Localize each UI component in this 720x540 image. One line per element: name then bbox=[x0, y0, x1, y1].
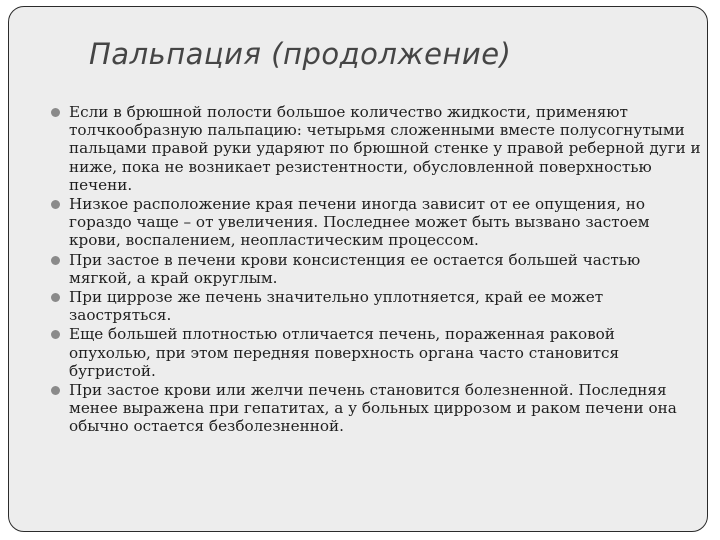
bullet-item-6 bbox=[51, 381, 701, 436]
bullet-dot-icon bbox=[51, 200, 60, 209]
bullet-item-5 bbox=[51, 325, 701, 380]
bullet-dot-icon bbox=[51, 293, 60, 302]
bullet-item-1 bbox=[51, 103, 701, 194]
bullet-list bbox=[51, 103, 701, 437]
bullet-dot-icon bbox=[51, 256, 60, 265]
bullet-text: Низкое расположение края печени иногда зависит от ее опущения, но гораздо чаще – от увеличения. Последнее может быть вызвано застоем крови, воспалением, неопластическим процессом. bbox=[69, 195, 650, 250]
bullet-text: Если в брюшной полости большое количество жидкости, применяют толчкообразную пальпацию: четырьмя сложенными вместе полусогнутыми пальцами правой руки ударяют по брюшной стенке у правой реберной дуги и ниже, пока не возникает резистентности, обусловленной поверхностью печени. bbox=[69, 103, 701, 194]
slide-title: Пальпация (продолжение) bbox=[89, 37, 512, 71]
bullet-text: Еще большей плотностью отличается печень, пораженная раковой опухолью, при этом передняя поверхность органа часто становится бугристой. bbox=[69, 325, 620, 380]
slide-frame bbox=[8, 6, 708, 532]
bullet-dot-icon bbox=[51, 330, 60, 339]
bullet-item-3 bbox=[51, 251, 701, 287]
bullet-item-2 bbox=[51, 195, 701, 250]
bullet-item-4 bbox=[51, 288, 701, 324]
bullet-text: При застое в печени крови консистенция ее остается большей частью мягкой, а край округлым. bbox=[69, 250, 641, 287]
bullet-text: При застое крови или желчи печень становится болезненной. Последняя менее выражена при гепатитах, а у больных циррозом и раком печени она обычно остается безболезненной. bbox=[69, 381, 677, 436]
bullet-dot-icon bbox=[51, 386, 60, 395]
bullet-text: При циррозе же печень значительно уплотняется, край ее может заостряться. bbox=[69, 288, 604, 325]
bullet-dot-icon bbox=[51, 108, 60, 117]
